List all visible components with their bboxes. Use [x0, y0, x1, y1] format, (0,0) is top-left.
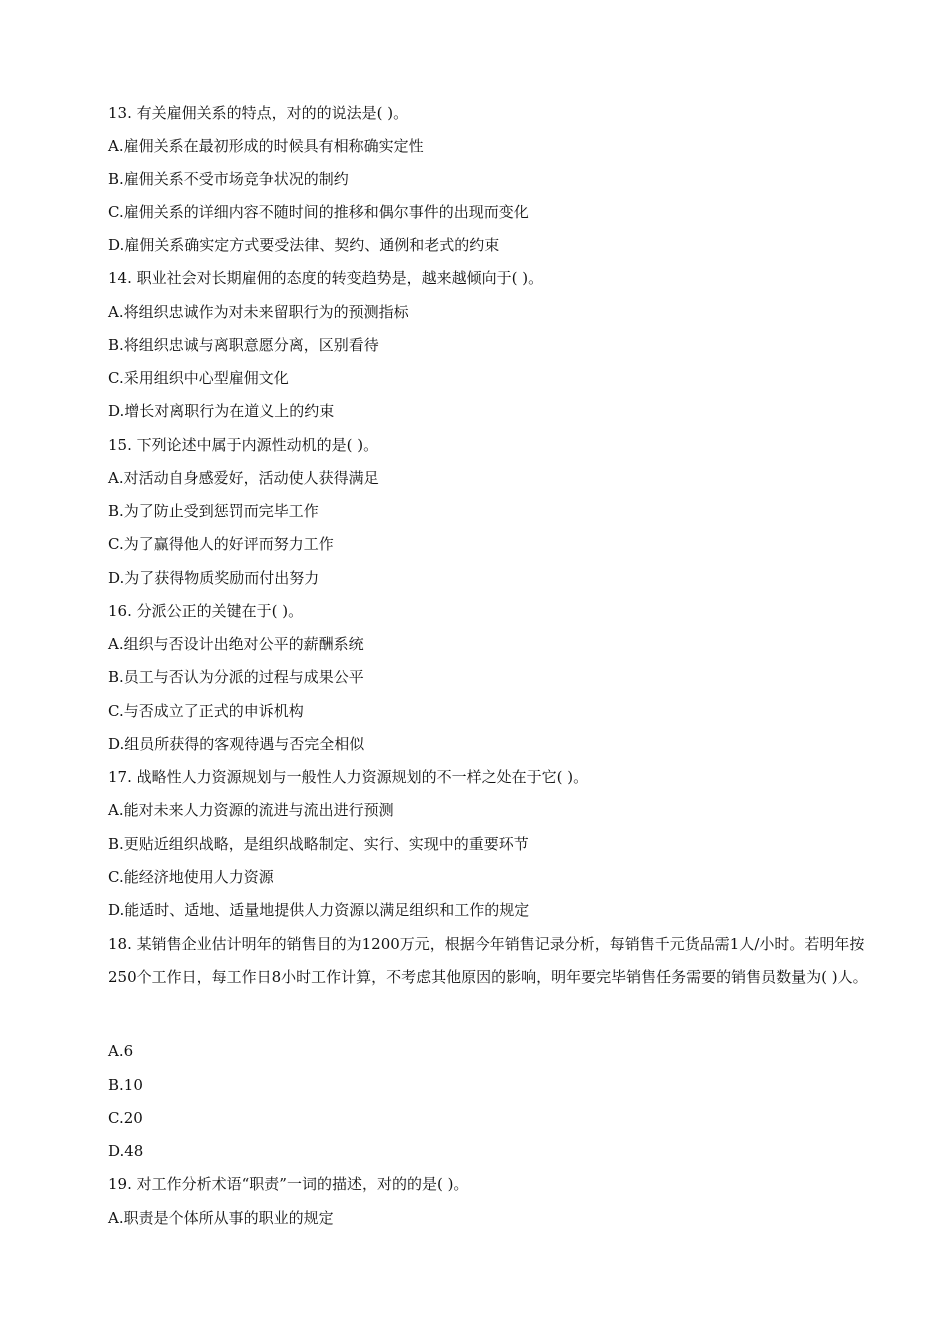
question-16-option-d: D.组员所获得的客观待遇与否完全相似: [108, 735, 365, 753]
question-13-option-b: B.雇佣关系不受市场竞争状况的制约: [108, 170, 349, 188]
question-14-option-c: C.采用组织中心型雇佣文化: [108, 369, 289, 387]
question-18-option-b: B.10: [108, 1076, 143, 1094]
question-14-option-b: B.将组织忠诚与离职意愿分离，区别看待: [108, 336, 379, 354]
question-13-option-c: C.雇佣关系的详细内容不随时间的推移和偶尔事件的出现而变化: [108, 203, 529, 221]
question-19-option-a: A.职责是个体所从事的职业的规定: [108, 1209, 334, 1227]
question-13-option-d: D.雇佣关系确实定方式要受法律、契约、通例和老式的约束: [108, 236, 500, 254]
question-17-option-a: A.能对未来人力资源的流进与流出进行预测: [108, 801, 394, 819]
question-13-option-a: A.雇佣关系在最初形成的时候具有相称确实定性: [108, 137, 424, 155]
question-14-option-d: D.增长对离职行为在道义上的约束: [108, 402, 335, 420]
question-19: 19. 对工作分析术语“职责”一词的描述，对的的是( )。: [108, 1175, 469, 1193]
question-18-option-c: C.20: [108, 1109, 143, 1127]
question-16-option-c: C.与否成立了正式的申诉机构: [108, 702, 304, 720]
question-15-option-d: D.为了获得物质奖励而付出努力: [108, 569, 320, 587]
question-15-option-a: A.对活动自身感爱好，活动使人获得满足: [108, 469, 379, 487]
question-15-option-b: B.为了防止受到惩罚而完毕工作: [108, 502, 319, 520]
question-13: 13. 有关雇佣关系的特点，对的的说法是( )。: [108, 104, 409, 122]
question-18: 18. 某销售企业估计明年的销售目的为1200万元，根据今年销售记录分析，每销售千元货品需1人/小时。若明年按250个工作日，每工作日8小时工作计算，不考虑其他原因的影响，明年要完毕销售任务需要的销售员数量为( )人。: [108, 935, 868, 986]
question-14-option-a: A.将组织忠诚作为对未来留职行为的预测指标: [108, 303, 409, 321]
question-16-option-b: B.员工与否认为分派的过程与成果公平: [108, 668, 364, 686]
question-17: 17. 战略性人力资源规划与一般性人力资源规划的不一样之处在于它( )。: [108, 768, 589, 786]
question-17-option-d: D.能适时、适地、适量地提供人力资源以满足组织和工作的规定: [108, 901, 530, 919]
question-17-option-c: C.能经济地使用人力资源: [108, 868, 274, 886]
question-16-option-a: A.组织与否设计出绝对公平的薪酬系统: [108, 635, 364, 653]
question-15: 15. 下列论述中属于内源性动机的是( )。: [108, 436, 379, 454]
question-15-option-c: C.为了赢得他人的好评而努力工作: [108, 535, 334, 553]
question-18-option-d: D.48: [108, 1142, 144, 1160]
question-16: 16. 分派公正的关键在于( )。: [108, 602, 304, 620]
question-17-option-b: B.更贴近组织战略，是组织战略制定、实行、实现中的重要环节: [108, 835, 529, 853]
question-18-option-a: A.6: [108, 1042, 134, 1060]
question-14: 14. 职业社会对长期雇佣的态度的转变趋势是，越来越倾向于( )。: [108, 269, 544, 287]
